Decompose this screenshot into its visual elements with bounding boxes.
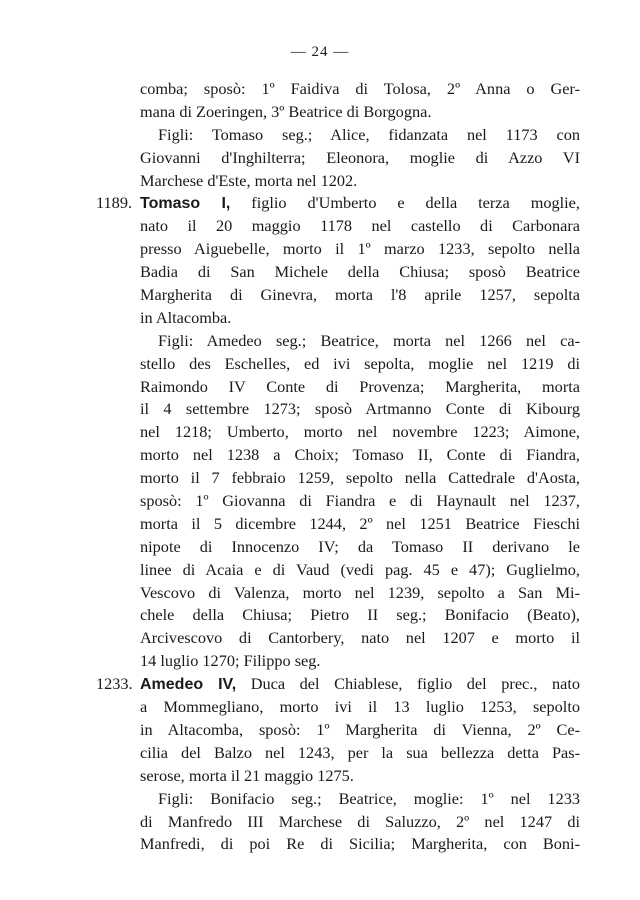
page-text xyxy=(96,78,581,856)
text-line: nato il 20 maggio 1178 nel castello di Carbonara xyxy=(140,216,580,236)
text-line: chele della Chiusa; Pietro II seg.; Bonifacio (Beato), xyxy=(140,605,580,625)
text-line: Duca del Chiablese, figlio del prec., nato xyxy=(250,674,581,694)
text-line: Margherita di Ginevra, morta l'8 aprile 1257, sepolta xyxy=(140,285,580,305)
text-line: stello des Eschelles, ed ivi sepolta, moglie nel 1219 di xyxy=(140,353,580,373)
text-line: sposò: 1º Giovanna di Fiandra e di Haynault nel 1237, xyxy=(140,491,580,511)
text-line: nipote di Innocenzo IV; da Tomaso II derivano le xyxy=(140,536,580,556)
text-line: cilia del Balzo nel 1243, per la sua bellezza detta Pas- xyxy=(140,742,580,762)
text-line: Vescovo di Valenza, morto nel 1239, sepolto a San Mi- xyxy=(140,582,580,602)
text-line: a Mommegliano, morto ivi il 13 luglio 1253, sepolto xyxy=(140,697,580,717)
entry-heading xyxy=(96,673,581,696)
text-line: linee di Acaia e di Vaud (vedi pag. 45 e 47); Guglielmo, xyxy=(140,559,580,579)
text-line: nel 1218; Umberto, morto nel novembre 1223; Aimone, xyxy=(140,422,580,442)
text-line: morto il 7 febbraio 1259, sepolto nella Cattedrale d'Aosta, xyxy=(140,468,580,488)
entry-year: 1233. xyxy=(96,674,133,694)
text-line: Giovanni d'Inghilterra; Eleonora, moglie di Azzo VI xyxy=(140,147,580,167)
text-line: presso Aiguebelle, morto il 1º marzo 1233, sepolto nella xyxy=(140,239,580,259)
entry-year: 1189. xyxy=(96,193,133,213)
text-line: Figli: Amedeo seg.; Beatrice, morta nel 1266 nel ca- xyxy=(158,330,580,350)
text-line: Badia di San Michele della Chiusa; sposò Beatrice xyxy=(140,262,580,282)
text-line: serose, morta il 21 maggio 1275. xyxy=(140,765,354,785)
text-line: Manfredi, di poi Re di Sicilia; Margherita, con Boni- xyxy=(140,834,580,854)
text-line: morto nel 1238 a Choix; Tomaso II, Conte di Fiandra, xyxy=(140,445,580,465)
page-number: — 24 — xyxy=(290,44,350,60)
text-line: Raimondo IV Conte di Provenza; Margherita, morta xyxy=(140,376,580,396)
text-line: Figli: Bonifacio seg.; Beatrice, moglie: 1º nel 1233 xyxy=(158,788,580,808)
entry-heading xyxy=(96,192,580,215)
text-line: comba; sposò: 1º Faidiva di Tolosa, 2º Anna o Ger- xyxy=(140,79,580,98)
entry-name: Amedeo IV, xyxy=(140,676,237,694)
entry-name: Tomaso I, xyxy=(140,195,231,213)
text-line: mana di Zoeringen, 3º Beatrice di Borgogna. xyxy=(140,101,432,121)
text-line: di Manfredo III Marchese di Saluzzo, 2º nel 1247 di xyxy=(140,811,580,831)
text-line: Marchese d'Este, morta nel 1202. xyxy=(140,170,358,190)
text-line: in Altacomba. xyxy=(140,307,232,327)
text-line: figlio d'Umberto e della terza moglie, xyxy=(251,193,580,213)
text-line: 14 luglio 1270; Filippo seg. xyxy=(140,651,321,671)
text-line: Arcivescovo di Cantorbery, nato nel 1207 e morto il xyxy=(140,628,580,648)
text-line: il 4 settembre 1273; sposò Artmanno Conte di Kibourg xyxy=(140,399,580,419)
text-line: morta il 5 dicembre 1244, 2º nel 1251 Beatrice Fieschi xyxy=(140,513,580,533)
text-line: in Altacomba, sposò: 1º Margherita di Vienna, 2º Ce- xyxy=(140,719,580,739)
text-line: Figli: Tomaso seg.; Alice, fidanzata nel 1173 con xyxy=(158,124,580,144)
